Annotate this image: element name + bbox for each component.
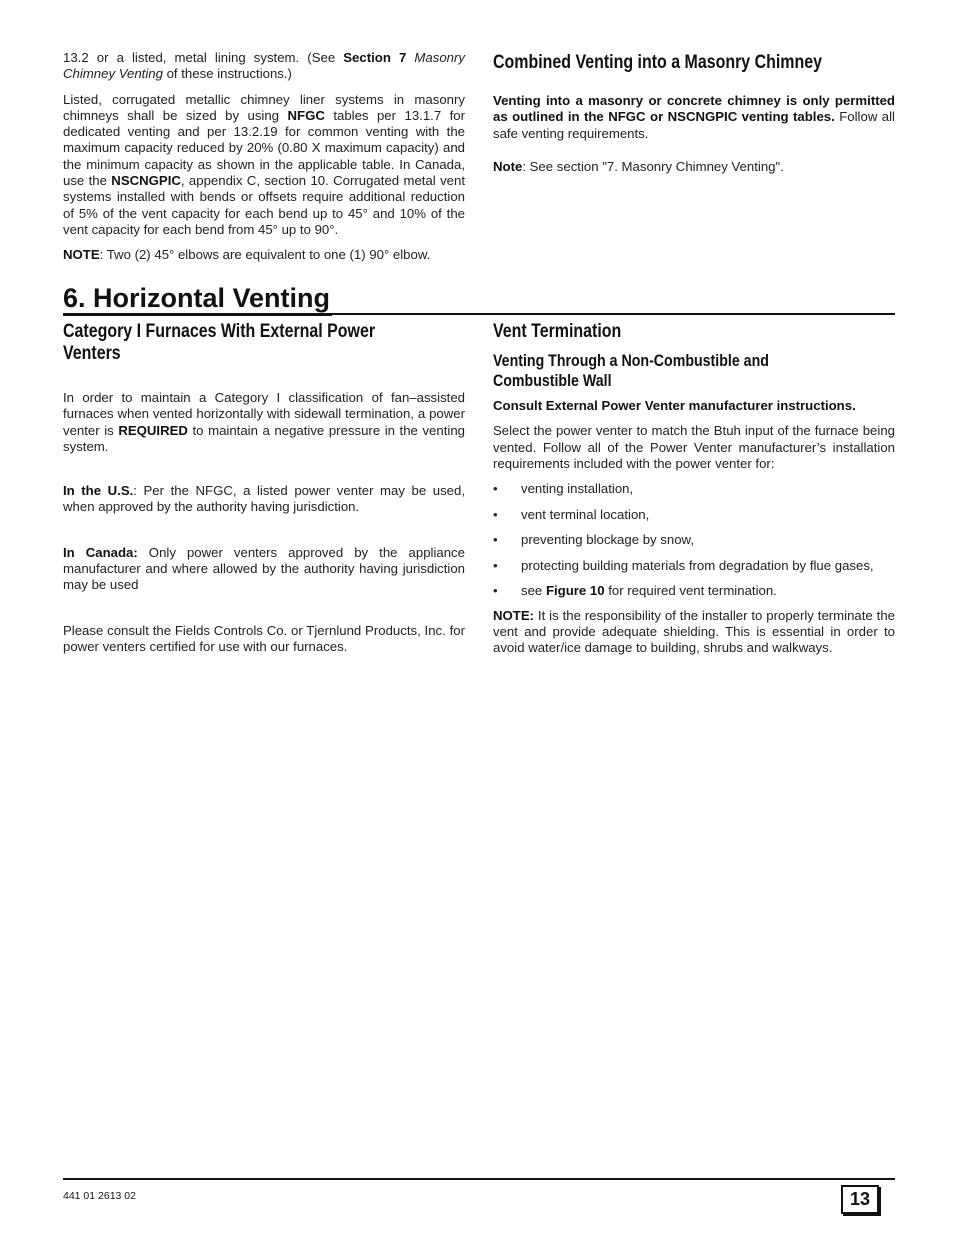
masonry-note: Note: See section "7. Masonry Chimney Venting". bbox=[493, 158, 784, 174]
top-right-column bbox=[493, 52, 895, 175]
list-item: • preventing blockage by snow, bbox=[493, 532, 695, 548]
consult-instructions: Consult External Power Venter manufacturer instructions. bbox=[493, 398, 856, 413]
list-item: • venting installation, bbox=[493, 481, 634, 497]
elbow-note: NOTE: Two (2) 45° elbows are equivalent to one (1) 90° elbow. bbox=[63, 247, 431, 263]
select-power-venter-paragraph: Select the power venter to match the Btuh input of the furnace being vented. Follow all of the Power Venter manufacturer’s installation requirements included with the power venter for: bbox=[493, 423, 895, 471]
category-heading-line2: Venters bbox=[63, 343, 121, 364]
category-heading-line1: Category I Furnaces With External Power bbox=[63, 321, 376, 342]
left-column bbox=[63, 321, 465, 655]
section-title-horizontal-venting bbox=[63, 283, 895, 315]
consult-paragraph: Please consult the Fields Controls Co. or Tjernlund Products, Inc. for power venters certified for use with our furnaces. bbox=[63, 622, 465, 654]
corrugated-liner-paragraph: Listed, corrugated metallic chimney liner systems in masonry chimneys shall be sized by using NFGC tables per 13.1.7 for dedicated venting and per 13.2.19 for common venting with the maximum capacity reduced by 20% (0.80 X maximum capacity) and the minimum capacity as shown in the applicable table. In Canada, use the NSCNGPIC, appendix C, section 10. Corrugated metal vent systems installed with bends or offsets require additional reduction of 5% of the vent capacity for each bend up to 45° and 10% of the vent capacity for each bend from 45° up to 90°. bbox=[63, 91, 465, 237]
category-paragraph: In order to maintain a Category I classification of fan–assisted furnaces when vented horizontally with sidewall termination, a power venter is REQUIRED to maintain a negative pressure in the venting system. bbox=[63, 390, 465, 454]
top-left-column bbox=[63, 50, 465, 264]
document-number: 441 01 2613 02 bbox=[63, 1190, 136, 1202]
liner-intro-paragraph: 13.2 or a listed, metal lining system. (See Section 7 Masonry Chimney Venting of these instructions.) bbox=[63, 50, 465, 82]
vent-termination-heading: Vent Termination bbox=[493, 321, 622, 342]
wall-subheading-line2: Combustible Wall bbox=[493, 372, 612, 390]
canada-paragraph: In Canada: Only power venters approved by the appliance manufacturer and where allowed by the authority having jurisdiction may be used bbox=[63, 544, 465, 593]
list-item: • vent terminal location, bbox=[493, 506, 650, 522]
right-column bbox=[493, 321, 895, 657]
list-item: • protecting building materials from degradation by flue gases, bbox=[493, 557, 874, 573]
us-paragraph: In the U.S.: Per the NFGC, a listed power venter may be used, when approved by the authority having jurisdiction. bbox=[63, 483, 465, 515]
section-title-text: 6. Horizontal Venting bbox=[63, 283, 332, 316]
combined-venting-heading: Combined Venting into a Masonry Chimney bbox=[493, 52, 822, 73]
wall-subheading-line1: Venting Through a Non-Combustible and bbox=[493, 352, 769, 370]
list-item: • see Figure 10 for required vent termination. bbox=[493, 583, 777, 599]
combined-venting-paragraph: Venting into a masonry or concrete chimney is only permitted as outlined in the NFGC or NSCNGPIC venting tables. Follow all safe venting requirements. bbox=[493, 93, 895, 141]
installer-note: NOTE: It is the responsibility of the installer to properly terminate the vent and provide adequate shielding. This is essential in order to avoid water/ice damage to building, shrubs and walkways. bbox=[493, 607, 895, 656]
footer-rule bbox=[63, 1178, 895, 1180]
requirements-list bbox=[493, 481, 895, 599]
page-number: 13 bbox=[841, 1185, 879, 1214]
